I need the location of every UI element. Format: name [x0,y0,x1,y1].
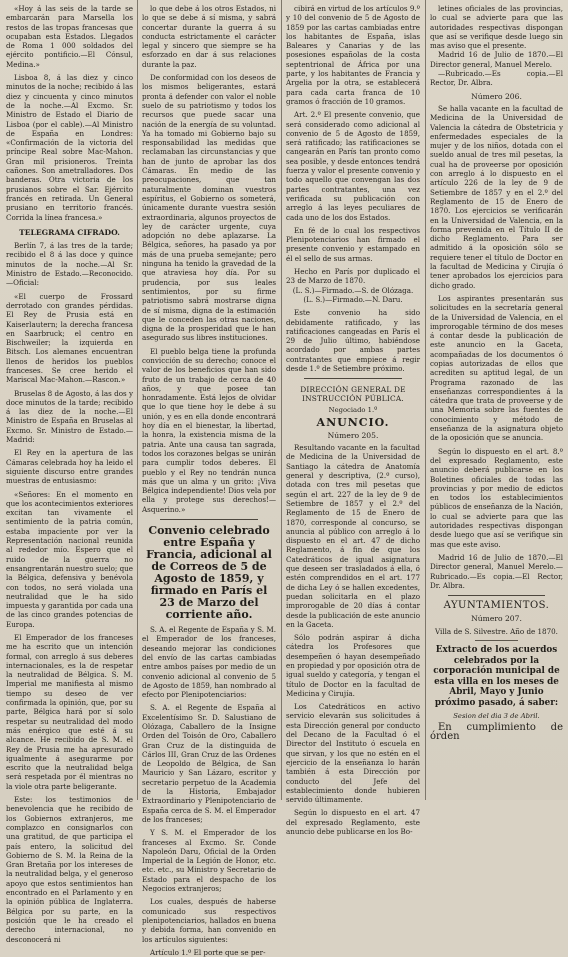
notice-number: Número 207. [471,614,522,624]
paragraph: Los aspirantes presentarán sus solicitudes en la secretaría general de la Universidad de Valencia, en el improrogable término de dos meses á contar desde la publicación de este anuncio en la Gaceta, acompañadas de los documentos ó copias autorizadas de ellos que acrediten su aptitud legal, de un Programa razonado de las enseñanzas correspondientes á la cátedra que trata de proveerse y de una Memoria sobre las fuentes de conocimiento y método de enseñanza de la asignatura objeto de la oposición que se anuncia. [430,293,563,443]
paragraph: «Hoy á las seis de la tarde se embarcarán para Marsella los restos de las tropas francesas que ocupaban esta Estados. Llegados de Roma 1 000 soldados del ejército pontificio.—El Cónsul, Medina.» [6,4,133,69]
separator-line [160,519,258,520]
paragraph: Según lo dispuesto en el art. 8.º del expresado Reglamento, este anuncio deberá publicarse en los Boletines oficiales de todas las provincias y por medio de edictos en todos los establecimientos públicos de enseñanza de la Nación, lo cual se advierte para que las autoridades respectivas dispongan desde luego que así se verifique sin mas que este aviso. [430,446,563,549]
separator-line [475,640,518,641]
paragraph: Y S. M. el Emperador de los franceses al Excmo. Sr. Conde Napoleón Daru, Oficial de la Orden Imperial de la Legión de Honor, etc. etc. etc., su Ministro y Secretario de Estado para el despacho de los Negocios extranjeros; [142,828,276,894]
paragraph: Resultando vacante en la facultad de Medicina de la Universidad de Santiago la cátedra de Anatomía general y descriptiva, (2.º curso), dotada con tres mil pesetas que según el art. 227 de la ley de 9 de Setiembre de 1857 y el 2.º del Reglamento de 15 de Enero de 1870, corresponde al concurso, se anuncia al público con arreglo á lo dispuesto en el art. 47 de dicho Reglamento, á fin de que los Catedráticos de igual asignatura que deseen ser trasladados á ella, ó estén comprendidos en el art. 177 de dicha Ley ó se hallen excedentes, puedan solicitarla en el plazo improrogable de 20 días á contar desde la publicación de este anuncio en la Gaceta. [286,443,420,629]
paragraph: Según lo dispuesto en el art. 47 del expresado Reglamento, este anuncio debe publicarse en los Bo- [286,808,420,837]
paragraph: El Emperador de los franceses me ha escrito que un intención formal, con arreglo á sus deberes internacionales, es la de respetar la neutralidad de Bélgica. S. M. Imperial me manifiesta al mismo tiempo su deseo de ver confirmada la opinión, que, por su parte, Bélgica hará por sí solo respetar su neutralidad del modo más enérgico que esté á su alcance. He recibido de S. M. el Rey de Prusia me ha apresurado igualmente á asegurarme por escrito que la neutralidad belga será respetada por él mientras no la viole otra parte beligerante. [6,633,133,791]
column-rule [137,0,138,800]
paragraph: cibirá en virtud de los artículos 9.º y 10 del convenio de 5 de Agosto de 1859 por las cartas cambiadas entre los habitantes de España, islas Baleares y Canarias y de las posesiones españolas de la costa septentrional de África por una parte, y los habitantes de Francia y Argelia por la otra, se establecerá para cada carta franca de 10 gramos ó fracción de 10 gramos. [286,4,420,106]
announcement-heading: ANUNCIO. [316,415,390,429]
notice-number: Número 206. [471,91,522,101]
paragraph: En cumplimiento de órden [430,721,563,743]
town-line: Villa de S. Silvestre. Año de 1870. [435,626,558,636]
paragraph: —Rubricado.—Es copia.—El Rector, Dr. Albra. [430,69,563,88]
paragraph: El pueblo belga tiene la profunda convicción de su derecho; conoce el valor de los beneficios que han sido fruto de un trabajo de cerca de 40 años, y que posee tan honradamente. Está lejos de olvidar que lo que tiene hoy le debe á su unión, y es en ella donde encontrará hoy día en el bienestar, la libertad, la honra, la existencia misma de la patria. Ante una causa tan sagrada, todos los corazones belgas se unirán para cumplir todos deberes. El pueblo y el Rey no tendrán nunca más que un alma y un grito: ¡Viva Bélgica independiente! Dios vela por ella y protege sus derechos!—Asquerino.» [142,346,276,514]
paragraph: Art. 2.º El presente convenio, que será considerado como adicional al convenio de 5 de Agosto de 1859, será ratificado; las ratificaciones se cangearán en París tan pronto como sea posible, y desde entonces tendrá fuerza y valor el presente convenio y todo aquello que convengan las dos partes contratantes, una vez verificada su publicación con arreglo á las leyes peculiares de cada uno de los dos Estados. [286,110,420,222]
signature-line: (L. S.)—Firmado.—S. de Olózaga. [292,285,414,295]
paragraph: lo que debe á los otros Estados, ni lo que se debe á sí misma, y sabrá concertar durante la guerra á su conducta estrictamente el carácter legal y sincero que siempre se ha esforzado en dar á sus relaciones durante la paz. [142,4,276,69]
notice-number: Número 205. [327,430,379,440]
paragraph: «Señores: En el momento en que los acontecimientos exteriores excitan tan vivamente el sentimiento de la patria común, estaba impaciente por ver la Representación nacional reunida al rededor mío. Espero que el ruido de la guerra no ensangrentarán nuestro suelo; que la Bélgica, defensiva y benévola con todos, no será violada una neutralidad que le ha sido impuesta y garantida por cada una de las cinco grandes potencias de Europa. [6,489,133,629]
paragraph: Este convenio ha sido debidamente ratificado, y las ratificaciones cangeadas en París el 29 de Julio último, habiéndose acordado por ambas partes contratantes que empiece á regir desde 1.º de Setiembre próximo. [286,308,420,373]
column-rule [425,0,426,800]
paragraph: Bruselas 8 de Agosto, á las dos y doce minutos de la tarde; recibido á las diez de la noche.—El Ministro de España en Bruselas al Excmo. Sr. Ministro de Estado.—Madrid: [6,388,133,445]
signature-line: (L. S.)—Firmado.—N. Daru. [303,294,403,304]
paragraph: Artículo 1.º El porte que se per- [150,947,266,957]
paragraph: Este: los testimonios de benevolencia que he recibido de los Gobiernos extranjeros, me complazco en consignarlos con una gratitud, de que participa el país entero, la solicitud del Gobierno de S. M. la Reina de la Gran Bretaña por los intereses de la neutralidad belga, y el generoso apoyo que estos sentimientos han encontrado en el Parlamento y en la opinión pública de Inglaterra. Bélgica por su parte, en la posición que le ha creado el derecho internacional, no desconocerá ni [6,795,133,944]
section-heading: AYUNTAMIENTOS. [443,600,550,612]
paragraph: Se halla vacante en la facultad de Medicina de la Universidad de Valencia la cátedra de Obstetricia y enfermedades especiales de la mujer y de los niños, dotada con el sueldo anual de tres mil pesetas, la cual ha de proveerse por oposición con arreglo á lo dispuesto en el artículo 226 de la ley de 9 de Setiembre de 1857 y en el 2.º del Reglamento de 15 de Enero de 1870. Los ejercicios se verificarán en la Universidad de Valencia, en la forma prevenida en el Título II de dicho Reglamento. Para ser admitido á la oposición sólo se requiere tener el título de Doctor en la facultad de Medicina y Cirujía ó tener aprobados los ejercicios para dicho grado. [430,103,563,290]
paragraph: El Rey en la apertura de las Cámaras celebrada hoy ha leido el siguiente discurso entre grandes muestras de entusiasmo: [6,448,133,486]
section-heading: DIRECCIÓN GENERAL DE INSTRUCCIÓN PÚBLICA. [300,385,406,404]
paragraph: Los Catedráticos en activo servicio elevarán sus solicitudes á esta Dirección general por conducto del Decano de la Facultad ó el Director del Instituto ó escuela en que sirvan, y los que no estén en el ejercicio de la enseñanza lo harán también á esta Dirección por conducto del Jefe del establecimiento donde hubieren servido últimamente. [286,702,420,805]
column-rule [281,0,282,800]
separator-line [448,595,545,596]
paragraph: De conformidad con los deseos de los mismos beligerantes, estará pronta á defender con valor el noble suelo de su patriotismo y todos los recursos que puede sacar una nación de la energía de su voluntad. Ya ha tomado mi Gobierno bajo su responsabilidad las medidas que reclamaban las circunstancias y que han de junto de aprobar las dos Cámaras. En medio de las preocupaciones, que tan naturalmente dominan vuestros espíritus, el Gobierno os someterá, únicamente durante vuestra sesión extraordinaria, algunos proyectos de ley de carácter urgente, cuya adopción no debe aplazarse. La Bélgica, señores, ha pasado ya por más de una prueba semejante; pero ninguna ha tenido la gravedad de la que atraviesa hoy día. Por su prudencia, por sus leales sentimientos, por su firme patriotismo sabrá mostrarse digna de sí misma, digna de la estimación que le conceden las otras naciones, digna de la prosperidad que le han asegurado sus libres instituciones. [142,73,276,343]
paragraph: Los cuales, después de haberse comunicado sus respectivos plenipotenciarios, hallados en buena y debida forma, han convenido en los artículos siguientes: [142,897,276,944]
paragraph: Sólo podrán aspirar á dicha cátedra los Profesores que desempeñen ó hayan desempeñado en propiedad y por oposición otra de igual sueldo y categoría, y tengan el título de Doctor en la facultad de Medicina y Cirujía. [286,633,420,698]
subheading: Negociado 1.º [328,406,378,415]
extract-heading: Extracto de los acuerdos celebrados por la corporación municipal de esta villa en los meses de Abril, Mayo y Junio próximo pasado, á saber: [433,645,560,708]
paragraph: Hecho en París por duplicado el 23 de Marzo de 1870. [286,267,420,286]
paragraph: Madrid 16 de Julio de 1870.—El Director general, Manuel Merelo. [430,50,563,69]
column-4 [430,4,563,796]
paragraph: Madrid 16 de Julio de 1870.—El Director general, Manuel Merelo.—Rubricado.—Es copia.—El Rector, Dr. Albra. [430,552,563,590]
separator-line [304,378,402,379]
section-heading: TELEGRAMA CIFRADO. [19,227,120,237]
paragraph: letines oficiales de las provincias, lo cual se advierte para que las autoridades respectivas dispongan que así se verifique desde luego sin mas aviso que el presente. [430,4,563,51]
article-title: Convenio celebrado entre España y Francia, adicional al de Correos de 5 de Agosto de 1859, y firmado en París el 23 de Marzo del corriente año. [146,524,272,622]
column-2 [142,4,276,957]
paragraph: S. A. el Regente de España al Excelentísimo Sr. D. Salustiano de Olózaga, Caballero de la Insigne Orden del Toisón de Oro, Caballero Gran Cruz de la distinguida de Cárlos III, Gran Cruz de las Ordenes de Leopoldo de Bélgica, de San Mauricio y San Lázaro, escritor y secretario perpetuo de la Academia de la Historia, Embajador Extraordinario y Plenipotenciario de España cerca de S. M. el Emperador de los franceses; [142,703,276,824]
paragraph: «El cuerpo de Frossard derrotado con grandes pérdidas. El Rey de Prusia está en Kaiserlautern; la derecha francesa en Saarbruck; el centro en Bischweiler; la izquierda en Bitsch. Los alemanes encuentran llenos de heridos los pueblos franceses. Se cree herido el Mariscal Mac-Mahon.—Rascon.» [6,291,133,385]
paragraph: Lisboa 8, á las diez y cinco minutos de la noche; recibido á las diez y cincuenta y cinco minutos de la noche.—Al Excmo. Sr. Ministro de Estado el Diario de Lisboa (por el cable).—Al Ministro de España en Londres: «Confirmación de la victoria del príncipe Real sobre Mac-Mahon. Gran mil prisioneros. Treinta cañones. Son ametralladores. Dos banderas. Otra victoria de los prusianos sobre el Sar. Ejército francés en retirada. Un General prusiano en territorio francés. Corrida la línea francesa.» [6,73,133,222]
column-3 [286,4,420,837]
paragraph: S. A. el Regente de España y S. M. el Emperador de los franceses, deseando mejorar las condiciones del envío de las cartas cambiadas entre ambos países por medio de un convenio adicional al convenio de 5 de Agosto de 1859, han nombrado al efecto por Plenipotenciarios: [142,625,276,700]
session-date: Sesion del dia 3 de Abril. [453,711,540,720]
paragraph: En fé de lo cual los respectivos Plenipotenciarios han firmado el presente convenio y estampado en él el sello de sus armas. [286,225,420,263]
paragraph: Berlín 7, á las tres de la tarde; recibido el 8 á las doce y quince minutos de la noche.—Al Sr. Ministro de Estado.—Reconocido.—Oficial: [6,241,133,288]
column-1 [6,4,133,944]
